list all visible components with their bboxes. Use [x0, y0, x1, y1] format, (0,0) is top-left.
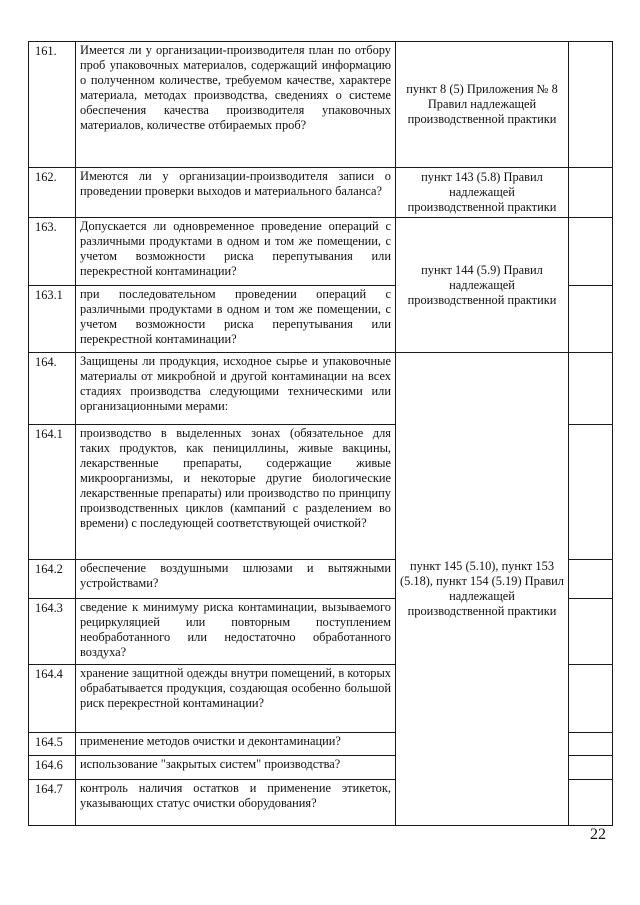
row-number: 162.: [29, 168, 76, 218]
table-row: [29, 218, 613, 286]
reference-text: пункт 8 (5) Приложения № 8 Правил надлежащей производственной практики: [396, 42, 569, 168]
row-number: 164.4: [29, 665, 76, 733]
question-text: Имеется ли у организации-производителя план по отбору проб упаковочных материалов, содержащий информацию о полученном количестве, требуемом качестве, характере материала, методах производства, сведениях о системе обеспечения качества производителя упаковочных материалов, количестве отбираемых проб?: [76, 42, 396, 168]
row-number: 164.7: [29, 780, 76, 826]
question-text: применение методов очистки и деконтаминации?: [76, 733, 396, 756]
row-number: 163.: [29, 218, 76, 286]
table-row: [29, 168, 613, 218]
row-number: 164.: [29, 353, 76, 425]
table-row: [29, 353, 613, 425]
question-text: при последовательном проведении операций с различными продуктами в одном и том же помещении, с учетом возможности риска перепутывания или перекрестной контаминации?: [76, 286, 396, 353]
row-number: 164.6: [29, 756, 76, 780]
row-number: 164.5: [29, 733, 76, 756]
answer-cell[interactable]: [569, 286, 613, 353]
reference-text: пункт 144 (5.9) Правил надлежащей производственной практики: [396, 218, 569, 353]
answer-cell[interactable]: [569, 218, 613, 286]
question-text: Допускается ли одновременное проведение операций с различными продуктами в одном и том же помещении, с учетом возможности риска перепутывания или перекрестной контаминации?: [76, 218, 396, 286]
question-text: Имеются ли у организации-производителя записи о проведении проверки выходов и материального баланса?: [76, 168, 396, 218]
question-text: Защищены ли продукция, исходное сырье и упаковочные материалы от микробной и другой контаминации на всех стадиях производства следующими техническими или организационными мерами:: [76, 353, 396, 425]
answer-cell[interactable]: [569, 599, 613, 665]
answer-cell[interactable]: [569, 425, 613, 560]
row-number: 164.3: [29, 599, 76, 665]
question-text: хранение защитной одежды внутри помещений, в которых обрабатывается продукция, создающая особенно большой риск перекрестной контаминации?: [76, 665, 396, 733]
row-number: 163.1: [29, 286, 76, 353]
page-number: 22: [590, 826, 606, 843]
answer-cell[interactable]: [569, 168, 613, 218]
answer-cell[interactable]: [569, 756, 613, 780]
row-number: 164.2: [29, 560, 76, 599]
question-text: производство в выделенных зонах (обязательное для таких продуктов, как пенициллины, живые вакцины, лекарственные препараты, содержащие живые микроорганизмы, и некоторые другие биологические лекарственные препараты) или производство по принципу производственных циклов (кампаний с разделением во времени) с последующей соответствующей очисткой?: [76, 425, 396, 560]
answer-cell[interactable]: [569, 353, 613, 425]
question-text: сведение к минимуму риска контаминации, вызываемого рециркуляцией или повторным поступлением необработанного или недостаточно обработанного воздуха?: [76, 599, 396, 665]
question-text: использование "закрытых систем" производства?: [76, 756, 396, 780]
row-number: 161.: [29, 42, 76, 168]
answer-cell[interactable]: [569, 42, 613, 168]
answer-cell[interactable]: [569, 560, 613, 599]
question-text: обеспечение воздушными шлюзами и вытяжными устройствами?: [76, 560, 396, 599]
reference-text: пункт 143 (5.8) Правил надлежащей производственной практики: [396, 168, 569, 218]
question-text: контроль наличия остатков и применение этикеток, указывающих статус очистки оборудования?: [76, 780, 396, 826]
table-row: [29, 42, 613, 168]
row-number: 164.1: [29, 425, 76, 560]
answer-cell[interactable]: [569, 780, 613, 826]
answer-cell[interactable]: [569, 665, 613, 733]
answer-cell[interactable]: [569, 733, 613, 756]
reference-text: пункт 145 (5.10), пункт 153 (5.18), пункт 154 (5.19) Правил надлежащей производственной практики: [396, 353, 569, 826]
checklist-table: [28, 41, 613, 826]
